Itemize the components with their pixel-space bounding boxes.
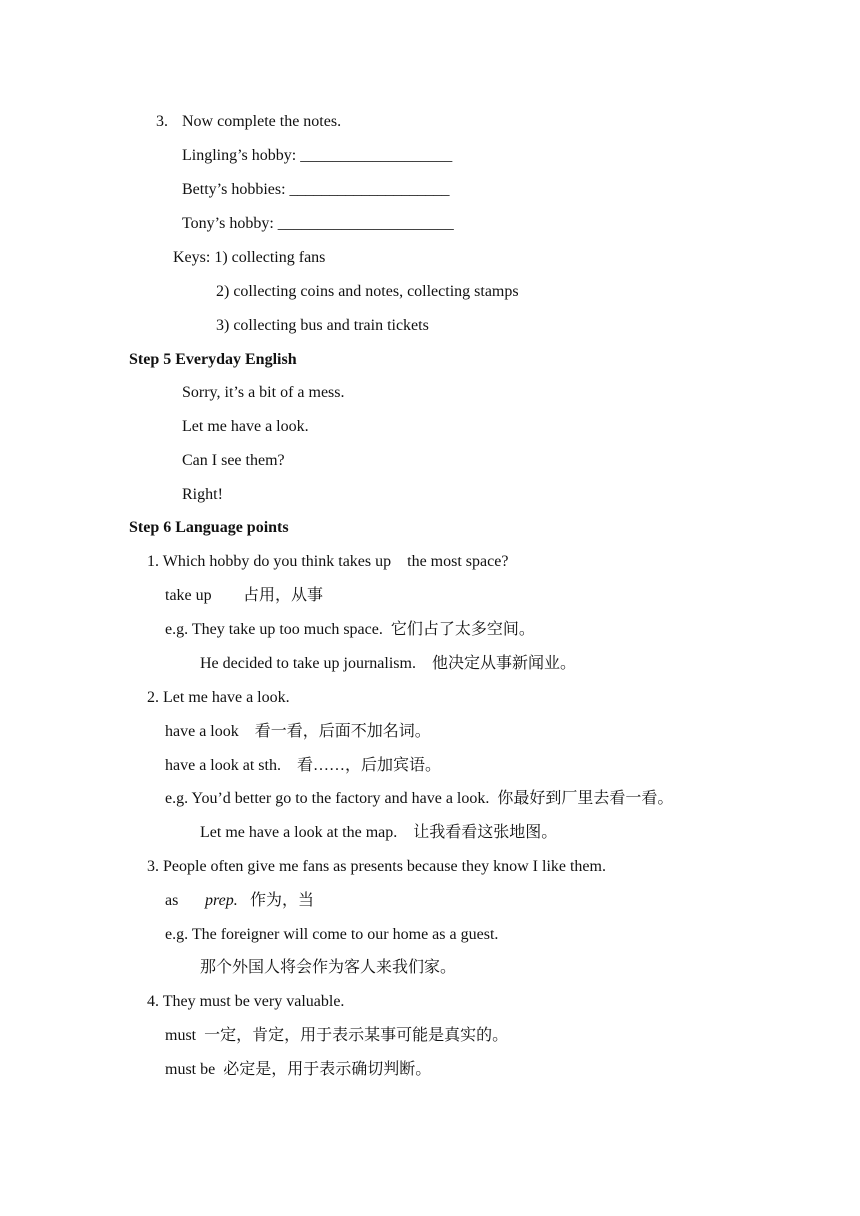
note-betty: Betty’s hobbies: ____________________ [182,181,450,198]
point4-usage-1: must 一定，肯定，用于表示某事可能是真实的。 [165,1027,509,1044]
key-2: 2) collecting coins and notes, collecting stamps [216,283,519,300]
item-number-3: 3. [156,113,168,130]
step5-heading: Step 5 Everyday English [129,351,297,368]
everyday-line: Sorry, it’s a bit of a mess. [182,384,345,401]
point3-example-2: 那个外国人将会作为客人来我们家。 [200,959,457,976]
point2-usage-2: have a look at sth. 看……，后加宾语。 [165,757,441,774]
point1-example-2: He decided to take up journalism. 他决定从事新闻业。 [200,655,576,672]
point3-example-1: e.g. The foreigner will come to our home as a guest. [165,926,499,943]
point2-example-2: Let me have a look at the map. 让我看看这张地图。 [200,824,558,841]
point2-usage-1: have a look 看一看，后面不加名词。 [165,723,431,740]
point3-part-of-speech: prep. [205,892,238,909]
key-3: 3) collecting bus and train tickets [216,317,429,334]
everyday-line: Let me have a look. [182,418,309,435]
point1-term: take up [165,587,212,604]
everyday-line: Can I see them? [182,452,285,469]
point1-definition: 占用，从事 [243,587,324,604]
note-lingling: Lingling’s hobby: ___________________ [182,147,453,164]
note-tony: Tony’s hobby: ______________________ [182,215,454,232]
point2-question: 2. Let me have a look. [147,689,290,706]
point4-usage-2: must be 必定是，用于表示确切判断。 [165,1061,432,1078]
point3-term: as [165,892,179,909]
section3-title: Now complete the notes. [182,113,342,130]
point2-example-1: e.g. You’d better go to the factory and have a look. 你最好到厂里去看一看。 [165,790,674,807]
everyday-line: Right! [182,486,223,503]
point3-question: 3. People often give me fans as presents because they know I like them. [147,858,606,875]
step6-heading: Step 6 Language points [129,519,289,536]
point1-example-1: e.g. They take up too much space. 它们占了太多空间。 [165,621,535,638]
key-1: Keys: 1) collecting fans [173,249,326,266]
point4-question: 4. They must be very valuable. [147,993,345,1010]
point3-definition: 作为，当 [250,892,315,909]
point1-question: 1. Which hobby do you think takes up the most space? [147,553,509,570]
